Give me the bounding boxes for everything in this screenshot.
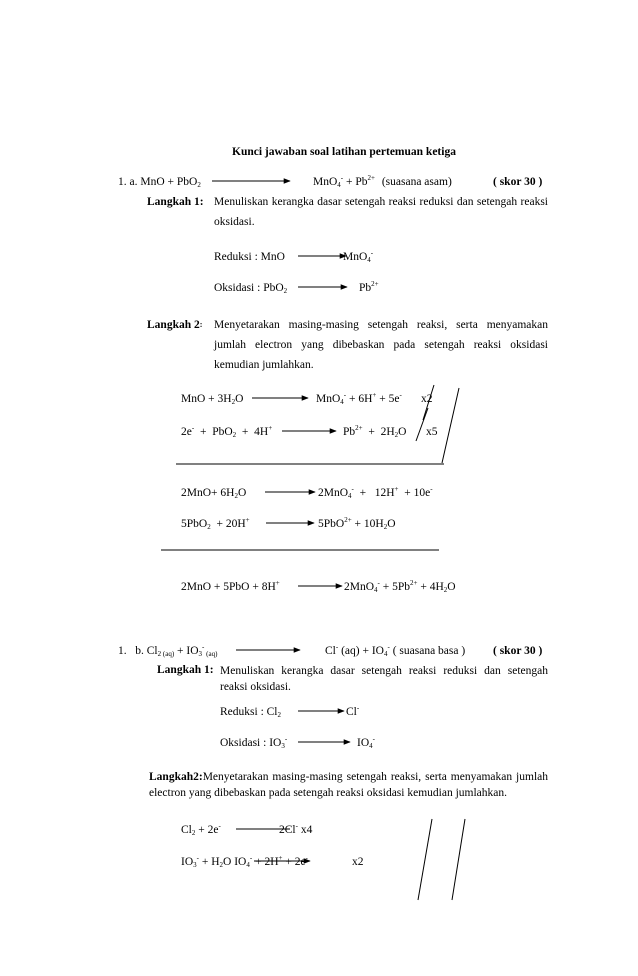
q1a-condition: (suasana asam) [381, 176, 452, 188]
q1a-eq1-right: MnO$_4$- + 6H+ + 5e- [316, 391, 402, 406]
page-title: Kunci jawaban soal latihan pertemuan ketiga [232, 146, 456, 158]
q1a-eq4-right: $5PbO^{2+} + 10H_2O$ [318, 516, 396, 531]
q1a-step2-label: Langkah 2: [147, 319, 203, 331]
q1b-score: ( skor 30 ) [493, 645, 543, 657]
q1a-strike-line-3 [416, 408, 428, 441]
q1b-eq2-multiplier: x2 [352, 856, 364, 868]
q1a-reduction: Reduksi : MnO [214, 251, 285, 263]
q1a-eq1-multiplier: x2 [421, 393, 433, 405]
q1b-products: Cl- $(aq) + IO_4^-$ ( suasana basa ) [325, 643, 466, 658]
q1b-condition: ( suasana basa ) [389, 645, 466, 657]
q1b-oxidation: Oksidasi : $IO_3^-$ [220, 735, 288, 750]
q1b-eq1-right: 2Cl- x4 [279, 822, 313, 836]
q1b-strike-line-2 [452, 819, 465, 900]
q1b-eq2: $IO_3^- + H_2O$ $IO_4^- + 2H^+ + 2e^-$ [181, 854, 308, 869]
q1a-label: 1. a. MnO + PbO [118, 176, 198, 188]
q1a-step1-text: Menuliskan kerangka dasar setengah reaksi reduksi dan setengah reaksi oksidasi. [214, 196, 548, 228]
q1a-eq2-left: 2e- + PbO$_2$ + 4H+ [181, 424, 273, 439]
q1a-final-right: $2MnO_4^- + 5Pb^{2+} + 4H_2O$ [344, 579, 456, 594]
q1b-step2-label: Langkah2: [149, 771, 203, 783]
q1b-reactants: 1. b. $Cl_{2 (aq)} + IO_3^-$ $_{(aq)}$ [118, 643, 218, 658]
q1a-eq4-left: 5PbO$_2$ + 20H+ [181, 516, 250, 531]
q1a-final-left: 2MnO + 5PbO + 8H+ [181, 579, 280, 593]
q1a-eq3-right: 2MnO$_4$- + 12H+ + 10e- [318, 485, 433, 500]
q1a-products: $MnO_4^- + Pb^{2+}$ (suasana asam) [313, 174, 452, 189]
q1b-eq1-left: $Cl_2 + 2e^-$ [181, 822, 221, 837]
q1b-step2-text: Menyetarakan masing-masing setengah reaksi, serta menyamakan jumlah electron yang dibebaskan pada setengah reaksi oksidasi kemudian jumlahkan. [149, 771, 548, 799]
q1b-step1-text: Menuliskan kerangka dasar setengah reaksi reduksi dan setengah reaksi oksidasi. [220, 665, 548, 693]
q1a-strike-line-1 [423, 385, 434, 420]
q1a-step2-text: Menyetarakan masing-masing setengah reaksi, serta menyamakan jumlah electron yang dibebaskan pada setengah reaksi oksidasi kemudian jumlahkan. [214, 319, 548, 371]
q1a-eq3-left: $2MnO+ 6H_2O$ [181, 487, 247, 500]
q1a-score: ( skor 30 ) [493, 176, 543, 188]
q1b-step1-label: Langkah 1: [157, 664, 214, 676]
q1b-reduction: Reduksi : $Cl_2$ [220, 706, 282, 719]
q1a-oxidation-product: $Pb^{2+}$ [359, 280, 379, 294]
q1a-oxidation: Oksidasi : PbO$_2$ [214, 282, 288, 295]
q1a-reduction-product: MnO$_4$- [343, 249, 374, 264]
q1a-eq2-right: $Pb^{2+} + 2H_2O$ [343, 424, 407, 439]
q1a-eq2-multiplier: x5 [426, 426, 438, 438]
q1a-reactants: 1. a. MnO + PbO$_2$ [118, 176, 201, 189]
q1a-eq1-left: MnO + $3H_2O$ [181, 393, 244, 406]
q1b-reduction-product: Cl- [346, 704, 360, 718]
q1b-strike-line-1 [418, 819, 432, 900]
q1b-oxidation-product: $IO_4^-$ [357, 735, 375, 750]
q1a-strike-line-2 [442, 388, 459, 463]
q1a-step1-label: Langkah 1: [147, 196, 204, 208]
